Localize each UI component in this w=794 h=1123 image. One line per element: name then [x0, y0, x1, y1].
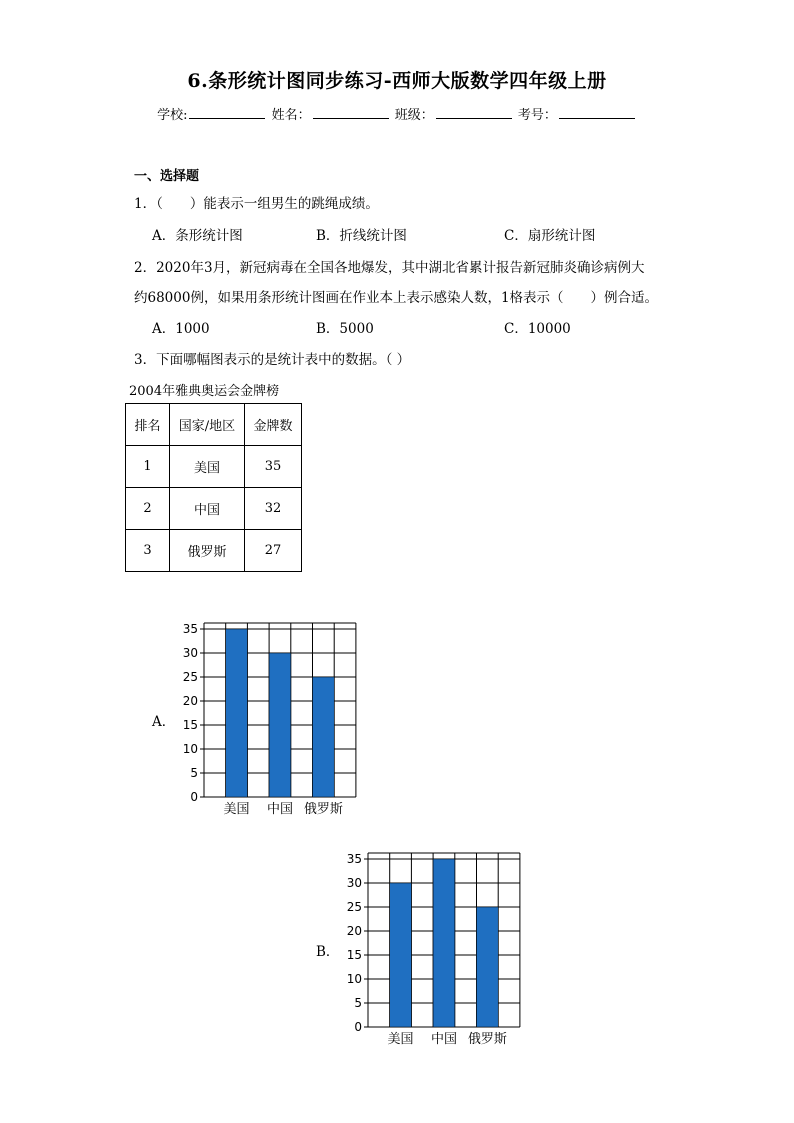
- q2-option-c[interactable]: C．10000: [504, 321, 571, 337]
- bar-中国: [269, 653, 291, 797]
- q1-option-c[interactable]: C．扇形统计图: [504, 228, 596, 244]
- exam-number-label: 考号：: [517, 108, 557, 123]
- student-info-line: [0, 104, 794, 123]
- q1-option-b[interactable]: B．折线统计图: [316, 228, 407, 244]
- question-2-number: 2．: [134, 260, 157, 276]
- x-tick-label-美国: 美国: [223, 802, 250, 817]
- school-blank[interactable]: [189, 106, 265, 119]
- table-cell: 中国: [170, 488, 245, 530]
- question-2-line1: [134, 256, 645, 276]
- table-row: [126, 488, 302, 530]
- bar-美国: [390, 883, 412, 1027]
- table-header-cell: 金牌数: [245, 404, 302, 446]
- y-tick-label-15: 15: [346, 948, 362, 962]
- q2-option-b[interactable]: B．5000: [316, 321, 374, 337]
- table-cell: 32: [245, 488, 302, 530]
- class-label: 班级：: [394, 108, 434, 123]
- page-title: 6.条形统计图同步练习-西师大版数学四年级上册: [187, 70, 607, 92]
- question-1-text: （ ）能表示一组男生的跳绳成绩。: [156, 196, 379, 212]
- y-tick-label-25: 25: [182, 670, 198, 684]
- y-tick-label-0: 0: [190, 790, 198, 804]
- y-tick-label-5: 5: [354, 996, 362, 1010]
- table-cell: 27: [245, 530, 302, 572]
- y-tick-label-10: 10: [346, 972, 362, 986]
- table-header-row: [126, 404, 302, 446]
- question-3-number: 3．: [134, 352, 157, 368]
- table-cell: 美国: [170, 446, 245, 488]
- x-tick-label-美国: 美国: [387, 1032, 414, 1047]
- y-tick-label-20: 20: [346, 924, 362, 938]
- question-1-number: 1．: [134, 196, 157, 212]
- y-tick-label-35: 35: [346, 852, 362, 866]
- table-cell: 35: [245, 446, 302, 488]
- y-tick-label-10: 10: [182, 742, 198, 756]
- question-3: [134, 348, 410, 368]
- table-cell: 俄罗斯: [170, 530, 245, 572]
- x-tick-label-中国: 中国: [430, 1032, 457, 1047]
- class-blank[interactable]: [436, 106, 512, 119]
- name-blank[interactable]: [313, 106, 389, 119]
- y-tick-label-25: 25: [346, 900, 362, 914]
- chart-b[interactable]: [344, 835, 534, 1055]
- table-cell: 1: [126, 446, 170, 488]
- medal-table: [125, 403, 302, 572]
- table-row: [126, 446, 302, 488]
- y-tick-label-30: 30: [346, 876, 362, 890]
- bar-中国: [433, 859, 455, 1027]
- section-title: 一、选择题: [134, 169, 200, 184]
- table-caption: 2004年雅典奥运会金牌榜: [129, 384, 280, 399]
- school-label: 学校:: [157, 108, 188, 123]
- table-row: [126, 530, 302, 572]
- chart-a[interactable]: [180, 605, 370, 825]
- bar-美国: [226, 629, 248, 797]
- y-tick-label-5: 5: [190, 766, 198, 780]
- question-2-text-1: 2020年3月，新冠病毒在全国各地爆发，其中湖北省累计报告新冠肺炎确诊病例大: [156, 260, 645, 276]
- question-2-text-2: 约68000例，如果用条形统计图画在作业本上表示感染人数，1格表示（ ）例合适。: [134, 290, 659, 306]
- table-cell: 2: [126, 488, 170, 530]
- q2-option-a[interactable]: A．1000: [152, 321, 210, 337]
- bar-俄罗斯: [313, 677, 335, 797]
- y-tick-label-30: 30: [182, 646, 198, 660]
- name-label: 姓名：: [271, 108, 311, 123]
- x-tick-label-俄罗斯: 俄罗斯: [467, 1032, 507, 1047]
- q1-option-a[interactable]: A．条形统计图: [152, 228, 243, 244]
- x-tick-label-中国: 中国: [266, 802, 293, 817]
- y-tick-label-20: 20: [182, 694, 198, 708]
- table-header-cell: 排名: [126, 404, 170, 446]
- q3-option-a-label[interactable]: A．: [152, 714, 176, 730]
- question-1: [134, 192, 379, 212]
- x-tick-label-俄罗斯: 俄罗斯: [303, 802, 343, 817]
- exam-number-blank[interactable]: [559, 106, 635, 119]
- table-header-cell: 国家/地区: [170, 404, 245, 446]
- bar-俄罗斯: [477, 907, 499, 1027]
- y-tick-label-15: 15: [182, 718, 198, 732]
- table-cell: 3: [126, 530, 170, 572]
- y-tick-label-0: 0: [354, 1020, 362, 1034]
- question-3-text: 下面哪幅图表示的是统计表中的数据。（ ）: [156, 352, 411, 368]
- y-tick-label-35: 35: [182, 622, 198, 636]
- q3-option-b-label[interactable]: B．: [316, 944, 340, 960]
